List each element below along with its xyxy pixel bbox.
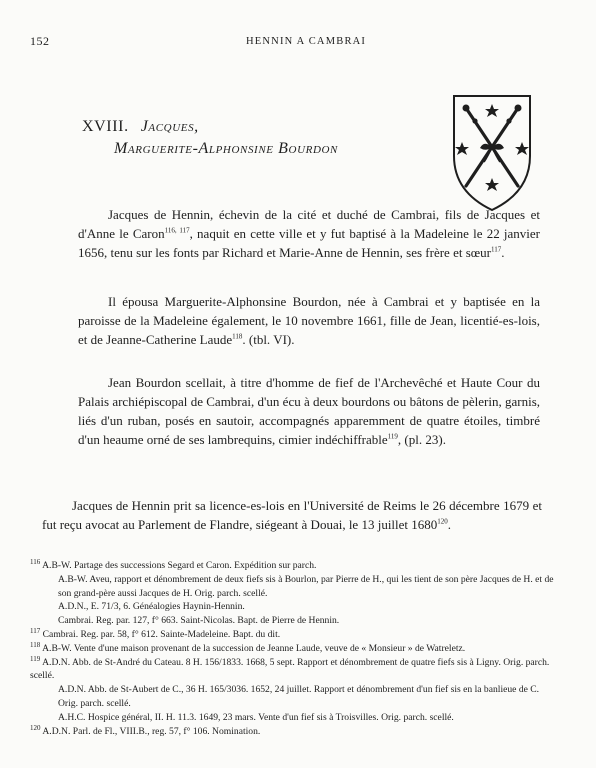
footnote-item [30,559,554,573]
footnote-text: A.B-W. Aveu, rapport et dénombrement de deux fiefs sis à Bourlon, par Pierre de H., qui les tient de son père Jacques de H. et de son grand-père aussi Jacques de H. Orig. parch. scellé. [58,573,554,599]
running-head: HENNIN A CAMBRAI [246,36,367,47]
paragraph-text: , naquit en cette ville et y fut baptisé à la Madeleine le 22 janvier 1656, tenu sur les fonts par Richard et Marie-Anne de Hennin, ses frère et sœur [78,226,541,260]
footnote-text: Cambrai. Reg. par. 127, f° 663. Saint-Nicolas. Bapt. de Pierre de Hennin. [58,615,340,627]
footnote-number: 116 [30,557,41,566]
footnote-text: A.D.N. Abb. de St-Aubert de C., 36 H. 165/3036. 1652, 24 juillet. Rapport et dénombrement d'un fief sis en la banlieue de C. Orig. parch. scellé. [58,684,540,709]
heading-line-2: Marguerite-Alphonsine Bourdon [114,140,338,157]
footnote-ref[interactable]: 119 [387,432,398,441]
footnote-item [30,628,554,642]
footnote-number: 118 [30,640,41,649]
footnote-text: A.D.N. Parl. de Fl., VIII.B., reg. 57, f° 106. Nomination. [42,725,261,737]
paragraph-text: . [447,517,452,532]
paragraph-text: Il épousa Marguerite-Alphonsine Bourdon, née à Cambrai et y baptisée en la paroisse de la Madeleine également, le 10 novembre 1661, fille de Jean, licentié-es-lois, et de Jeanne-Catherine Laude [78,294,540,347]
footnote-text: A.H.C. Hospice général, II. H. 11.3. 1649, 23 mars. Vente d'un fief sis à Troisvilles. Orig. parch. scellé. [58,711,454,723]
heading-name-jacques: Jacques, [140,118,199,135]
paragraph-text: Jacques de Hennin prit sa licence-es-lois en l'Université de Reims le 26 décembre 1679 et fut reçu avocat au Parlement de Flandre, siégeant à Douai, le 13 juillet 1680 [42,498,542,532]
heading-numeral: XVIII. [82,118,129,135]
paragraph-text: , (pl. 23). [397,432,446,447]
footnote-item [30,656,554,684]
paragraph-text: Jean Bourdon scellait, à titre d'homme de fief de l'Archevêché et Haute Cour du Palais archiépiscopal de Cambrai, d'un écu à deux bourdons ou bâtons de pèlerin, garnis, liés d'un ruban, posés en sautoir, accompagnés apparemment de quatre étoiles, timbré d'un heaume orné de ses lambrequins, cimier indéchiffrable [78,375,540,447]
footnote-item [30,725,554,739]
paragraph-seal [78,373,540,449]
paragraph-licence [42,496,542,534]
footnote-item [30,711,554,725]
footnote-number: 119 [30,654,41,663]
footnote-item [30,600,554,614]
footnotes [30,559,554,738]
footnote-text: A.D.N., E. 71/3, 6. Généalogies Haynin-Hennin. [58,601,245,613]
section-heading [82,116,338,160]
paragraph-text: Jacques de Hennin, échevin de la cité et duché de Cambrai, fils de Jacques et d'Anne le Caron [78,207,540,241]
footnote-item [30,573,554,601]
footnote-text: A.B-W. Partage des successions Segard et Caron. Expédition sur parch. [42,560,317,571]
footnote-text: A.D.N. Abb. de St-André du Cateau. 8 H. 156/1833. 1668, 5 sept. Rapport et dénombrement de quatre fiefs sis à Ligny. Orig. parch. scellé. [30,656,550,682]
shield-bourdons-stars-icon [446,90,538,214]
footnote-number: 117 [30,626,41,635]
footnote-number: 120 [30,723,41,732]
heading-line-1 [82,116,338,138]
paragraph-text: . [501,245,505,260]
footnote-text: A.B-W. Vente d'une maison provenant de la succession de Jeanne Laude, veuve de « Monsieur » de Watreletz. [42,642,466,654]
footnote-text: Cambrai. Reg. par. 58, f° 612. Sainte-Madeleine. Bapt. du dit. [42,628,281,640]
paragraph-birth [78,205,540,262]
footnote-item [30,614,554,628]
paragraph-marriage [78,292,540,349]
footnote-item [30,642,554,656]
footnote-ref[interactable]: 116, 117 [164,226,190,235]
footnote-ref[interactable]: 118 [232,332,243,341]
footnote-ref[interactable]: 117 [491,245,502,254]
page-number: 152 [30,34,50,48]
footnote-ref[interactable]: 120 [437,517,448,526]
footnote-item [30,683,554,711]
paragraph-text: . (tbl. VI). [242,332,295,347]
